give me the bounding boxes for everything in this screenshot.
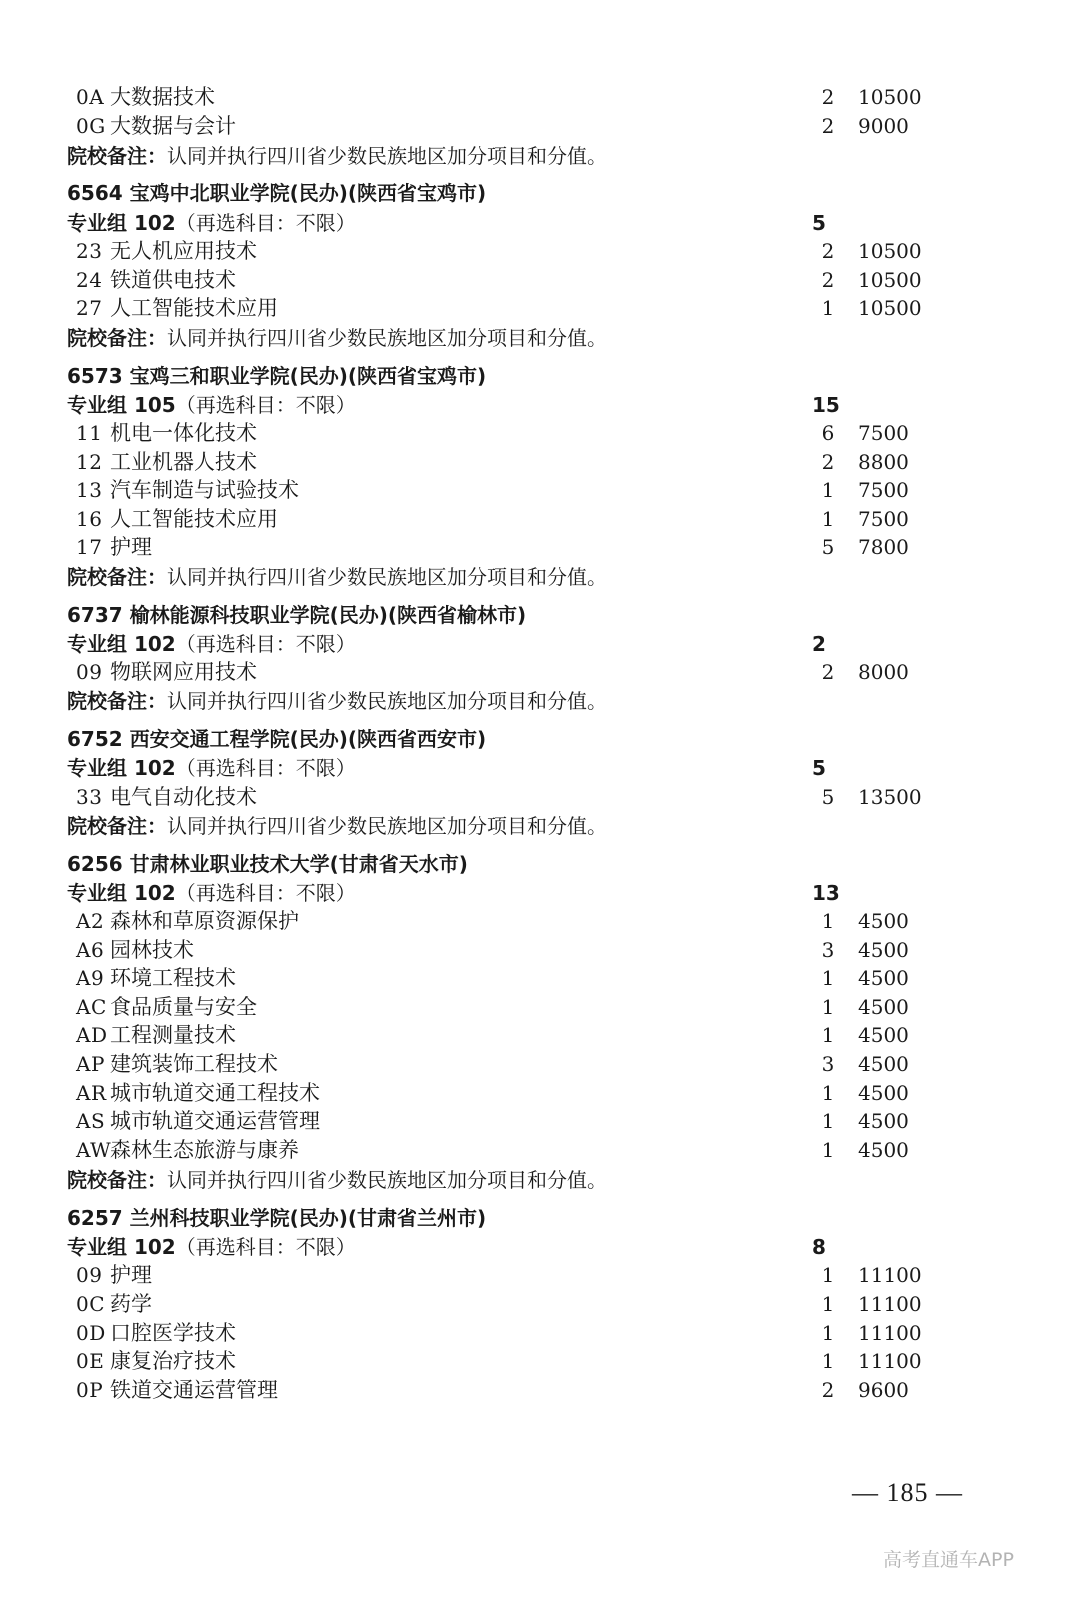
- group-subject: （再选科目：不限）: [175, 756, 356, 780]
- major-name: 城市轨道交通工程技术: [110, 1081, 320, 1105]
- group-label: 专业组 105: [67, 393, 176, 417]
- major-code: 12: [76, 450, 103, 474]
- major-plan-count: 1: [821, 1081, 835, 1105]
- major-code: 0E: [76, 1349, 105, 1373]
- major-code: 11: [76, 421, 103, 445]
- major-name: 环境工程技术: [110, 966, 236, 990]
- group-subject: （再选科目：不限）: [175, 393, 356, 417]
- major-plan-count: 1: [821, 909, 835, 933]
- school-remark: [0, 686, 1080, 716]
- major-tuition: 4500: [858, 1023, 909, 1047]
- major-plan-count: 3: [821, 938, 835, 962]
- remark-label: 院校备注：: [67, 144, 167, 168]
- major-row: [0, 1135, 1080, 1165]
- group-label: 专业组 102: [67, 632, 176, 656]
- major-tuition: 10500: [858, 268, 922, 292]
- major-name: 大数据技术: [110, 85, 215, 109]
- school-heading: [0, 724, 1080, 754]
- group-subject: （再选科目：不限）: [175, 881, 356, 905]
- major-code: AP: [76, 1052, 105, 1076]
- major-code: 13: [76, 478, 103, 502]
- major-tuition: 4500: [858, 1138, 909, 1162]
- group-plan-count: 5: [812, 756, 826, 780]
- major-group-heading: [0, 629, 1080, 659]
- major-tuition: 13500: [858, 785, 922, 809]
- major-tuition: 4500: [858, 1081, 909, 1105]
- major-code: 0P: [76, 1378, 104, 1402]
- major-name: 城市轨道交通运营管理: [110, 1109, 320, 1133]
- major-code: A2: [76, 909, 105, 933]
- major-row: [0, 1260, 1080, 1290]
- remark-label: 院校备注：: [67, 689, 167, 713]
- group-label: 专业组 102: [67, 756, 176, 780]
- major-row: [0, 447, 1080, 477]
- school-remark: [0, 141, 1080, 171]
- major-code: 0D: [76, 1321, 106, 1345]
- major-tuition: 11100: [858, 1292, 922, 1316]
- major-plan-count: 6: [821, 421, 835, 445]
- group-plan-count: 2: [812, 632, 826, 656]
- major-code: 33: [76, 785, 103, 809]
- group-title: [67, 629, 356, 659]
- school-remark: [0, 811, 1080, 841]
- major-name: 森林和草原资源保护: [110, 909, 299, 933]
- remark-text: [67, 141, 607, 171]
- major-tuition: 4500: [858, 1052, 909, 1076]
- major-code: A9: [76, 966, 105, 990]
- major-code: 23: [76, 239, 103, 263]
- major-plan-count: 1: [821, 1109, 835, 1133]
- major-tuition: 9600: [858, 1378, 909, 1402]
- group-subject: （再选科目：不限）: [175, 1235, 356, 1259]
- major-group-heading: [0, 1232, 1080, 1262]
- major-plan-count: 5: [821, 785, 835, 809]
- group-label: 专业组 102: [67, 1235, 176, 1259]
- major-tuition: 7500: [858, 421, 909, 445]
- major-plan-count: 2: [821, 1378, 835, 1402]
- major-code: AS: [76, 1109, 106, 1133]
- major-name: 无人机应用技术: [110, 239, 257, 263]
- major-name: 电气自动化技术: [110, 785, 257, 809]
- school-heading: [0, 849, 1080, 879]
- page-number: — 185 —: [852, 1478, 963, 1507]
- major-name: 工程测量技术: [110, 1023, 236, 1047]
- school-remark: [0, 323, 1080, 353]
- major-name: 汽车制造与试验技术: [110, 478, 299, 502]
- major-plan-count: 1: [821, 1292, 835, 1316]
- major-row: [0, 1049, 1080, 1079]
- major-row: [0, 475, 1080, 505]
- major-code: 16: [76, 507, 103, 531]
- remark-label: 院校备注：: [67, 565, 167, 589]
- group-plan-count: 15: [812, 393, 840, 417]
- major-code: AD: [76, 1023, 108, 1047]
- school-heading: [0, 1203, 1080, 1233]
- major-plan-count: 3: [821, 1052, 835, 1076]
- major-tuition: 8800: [858, 450, 909, 474]
- remark-text: [67, 562, 607, 592]
- major-code: 24: [76, 268, 103, 292]
- major-row: [0, 1318, 1080, 1348]
- major-group-heading: [0, 208, 1080, 238]
- major-group-heading: [0, 390, 1080, 420]
- remark-label: 院校备注：: [67, 326, 167, 350]
- major-name: 口腔医学技术: [110, 1321, 236, 1345]
- major-name: 食品质量与安全: [110, 995, 257, 1019]
- group-label: 专业组 102: [67, 881, 176, 905]
- remark-text: [67, 686, 607, 716]
- major-tuition: 11100: [858, 1263, 922, 1287]
- major-tuition: 4500: [858, 938, 909, 962]
- major-tuition: 10500: [858, 296, 922, 320]
- major-row: [0, 1020, 1080, 1050]
- major-tuition: 8000: [858, 660, 909, 684]
- major-plan-count: 2: [821, 114, 835, 138]
- major-name: 建筑装饰工程技术: [110, 1052, 278, 1076]
- major-row: [0, 963, 1080, 993]
- major-plan-count: 1: [821, 296, 835, 320]
- group-plan-count: 13: [812, 881, 840, 905]
- major-code: 09: [76, 1263, 103, 1287]
- major-name: 人工智能技术应用: [110, 507, 278, 531]
- major-row: [0, 1289, 1080, 1319]
- major-name: 康复治疗技术: [110, 1349, 236, 1373]
- school-title: 6256 甘肃林业职业技术大学(甘肃省天水市): [67, 852, 468, 876]
- school-title: 6573 宝鸡三和职业学院(民办)(陕西省宝鸡市): [67, 364, 487, 388]
- major-tuition: 10500: [858, 239, 922, 263]
- school-heading: [0, 361, 1080, 391]
- major-code: 27: [76, 296, 103, 320]
- major-row: [0, 236, 1080, 266]
- major-tuition: 7800: [858, 535, 909, 559]
- group-title: [67, 1232, 356, 1262]
- major-plan-count: 1: [821, 1349, 835, 1373]
- school-remark: [0, 1165, 1080, 1195]
- remark-content: 认同并执行四川省少数民族地区加分项目和分值。: [167, 144, 607, 168]
- remark-text: [67, 323, 607, 353]
- major-tuition: 4500: [858, 1109, 909, 1133]
- major-row: [0, 1078, 1080, 1108]
- major-name: 药学: [110, 1292, 152, 1316]
- major-code: AW: [76, 1138, 112, 1162]
- major-plan-count: 2: [821, 450, 835, 474]
- group-plan-count: 5: [812, 211, 826, 235]
- major-plan-count: 1: [821, 507, 835, 531]
- group-title: [67, 878, 356, 908]
- major-tuition: 11100: [858, 1321, 922, 1345]
- group-subject: （再选科目：不限）: [175, 632, 356, 656]
- major-row: [0, 782, 1080, 812]
- major-row: [0, 1346, 1080, 1376]
- major-name: 工业机器人技术: [110, 450, 257, 474]
- major-name: 人工智能技术应用: [110, 296, 278, 320]
- major-tuition: 10500: [858, 85, 922, 109]
- major-row: [0, 1106, 1080, 1136]
- school-remark: [0, 562, 1080, 592]
- major-tuition: 9000: [858, 114, 909, 138]
- major-plan-count: 1: [821, 478, 835, 502]
- remark-content: 认同并执行四川省少数民族地区加分项目和分值。: [167, 689, 607, 713]
- major-tuition: 11100: [858, 1349, 922, 1373]
- school-title: 6257 兰州科技职业学院(民办)(甘肃省兰州市): [67, 1206, 487, 1230]
- major-name: 大数据与会计: [110, 114, 236, 138]
- group-title: [67, 208, 356, 238]
- major-row: [0, 265, 1080, 295]
- major-row: [0, 1375, 1080, 1405]
- major-code: AR: [76, 1081, 107, 1105]
- remark-content: 认同并执行四川省少数民族地区加分项目和分值。: [167, 565, 607, 589]
- major-group-heading: [0, 878, 1080, 908]
- major-name: 铁道交通运营管理: [110, 1378, 278, 1402]
- group-plan-count: 8: [812, 1235, 826, 1259]
- major-plan-count: 2: [821, 268, 835, 292]
- major-tuition: 7500: [858, 507, 909, 531]
- school-heading: [0, 600, 1080, 630]
- major-row: [0, 992, 1080, 1022]
- major-code: 0C: [76, 1292, 106, 1316]
- major-name: 森林生态旅游与康养: [110, 1138, 299, 1162]
- major-row: [0, 657, 1080, 687]
- major-name: 护理: [110, 535, 152, 559]
- major-plan-count: 1: [821, 1321, 835, 1345]
- major-name: 护理: [110, 1263, 152, 1287]
- major-plan-count: 1: [821, 966, 835, 990]
- major-name: 物联网应用技术: [110, 660, 257, 684]
- major-plan-count: 2: [821, 85, 835, 109]
- major-code: AC: [76, 995, 107, 1019]
- school-title: 6737 榆林能源科技职业学院(民办)(陕西省榆林市): [67, 603, 527, 627]
- major-plan-count: 2: [821, 660, 835, 684]
- watermark: 高考直通车APP: [883, 1549, 1014, 1571]
- major-code: 09: [76, 660, 103, 684]
- group-label: 专业组 102: [67, 211, 176, 235]
- major-row: [0, 293, 1080, 323]
- major-row: [0, 935, 1080, 965]
- school-title: 6564 宝鸡中北职业学院(民办)(陕西省宝鸡市): [67, 181, 487, 205]
- major-tuition: 4500: [858, 995, 909, 1019]
- group-subject: （再选科目：不限）: [175, 211, 356, 235]
- major-plan-count: 1: [821, 1263, 835, 1287]
- major-name: 机电一体化技术: [110, 421, 257, 445]
- major-plan-count: 5: [821, 535, 835, 559]
- major-code: 0A: [76, 85, 105, 109]
- major-row: [0, 906, 1080, 936]
- major-code: A6: [76, 938, 105, 962]
- major-code: 17: [76, 535, 103, 559]
- major-code: 0G: [76, 114, 106, 138]
- remark-text: [67, 811, 607, 841]
- major-row: [0, 82, 1080, 112]
- major-plan-count: 1: [821, 1138, 835, 1162]
- major-name: 园林技术: [110, 938, 194, 962]
- school-heading: [0, 178, 1080, 208]
- major-row: [0, 418, 1080, 448]
- major-row: [0, 504, 1080, 534]
- remark-text: [67, 1165, 607, 1195]
- remark-content: 认同并执行四川省少数民族地区加分项目和分值。: [167, 814, 607, 838]
- major-name: 铁道供电技术: [110, 268, 236, 292]
- major-row: [0, 532, 1080, 562]
- group-title: [67, 753, 356, 783]
- major-tuition: 4500: [858, 966, 909, 990]
- major-plan-count: 1: [821, 995, 835, 1019]
- remark-label: 院校备注：: [67, 1168, 167, 1192]
- major-group-heading: [0, 753, 1080, 783]
- major-plan-count: 1: [821, 1023, 835, 1047]
- remark-label: 院校备注：: [67, 814, 167, 838]
- major-tuition: 7500: [858, 478, 909, 502]
- major-tuition: 4500: [858, 909, 909, 933]
- remark-content: 认同并执行四川省少数民族地区加分项目和分值。: [167, 1168, 607, 1192]
- major-row: [0, 111, 1080, 141]
- school-title: 6752 西安交通工程学院(民办)(陕西省西安市): [67, 727, 487, 751]
- major-plan-count: 2: [821, 239, 835, 263]
- group-title: [67, 390, 356, 420]
- remark-content: 认同并执行四川省少数民族地区加分项目和分值。: [167, 326, 607, 350]
